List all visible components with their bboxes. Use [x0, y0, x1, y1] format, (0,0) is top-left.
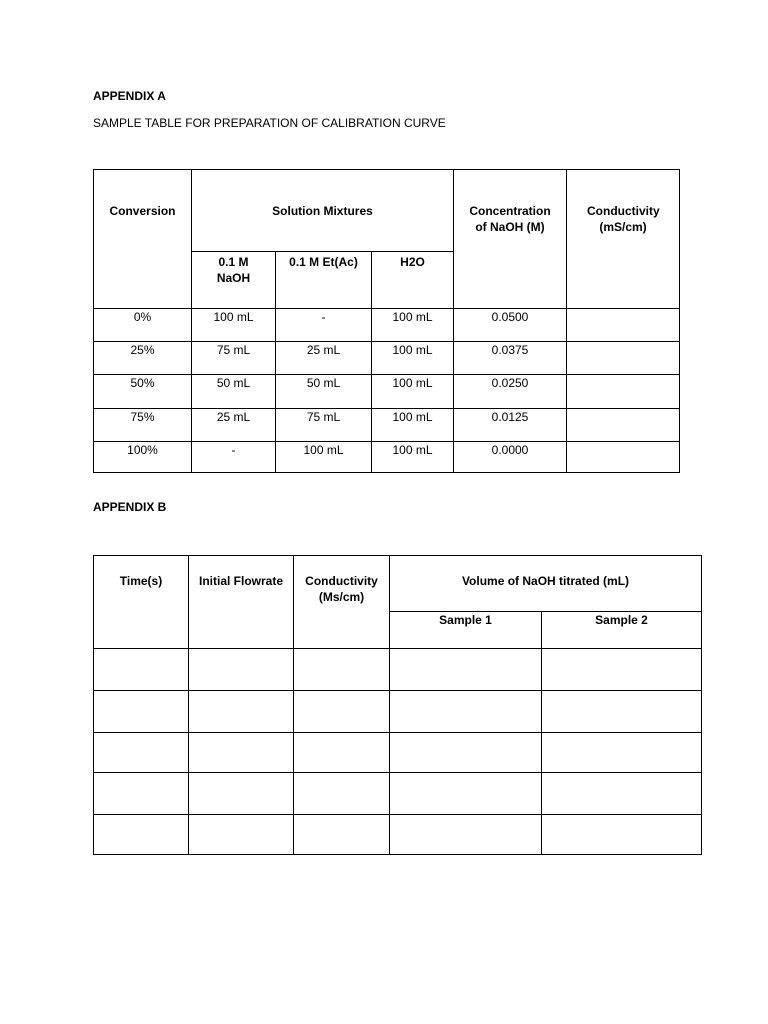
table-cell[interactable] — [94, 733, 189, 773]
table-cell: 75% — [94, 409, 192, 442]
table-row — [94, 409, 680, 442]
calibration-table — [93, 169, 680, 473]
table-cell: 100 mL — [276, 442, 372, 473]
table-cell[interactable] — [542, 691, 702, 733]
table-cell: 75 mL — [276, 409, 372, 442]
table-cell: 50 mL — [192, 375, 276, 409]
table-cell — [567, 342, 680, 375]
table-cell — [567, 409, 680, 442]
table-cell: 0.0500 — [454, 309, 567, 342]
header-sample-1: Sample 1 — [390, 612, 542, 649]
table-cell[interactable] — [94, 773, 189, 815]
table-cell — [567, 309, 680, 342]
table-cell[interactable] — [294, 815, 390, 855]
table-row — [94, 815, 702, 855]
table-cell: 50% — [94, 375, 192, 409]
table-cell[interactable] — [294, 691, 390, 733]
table-cell: 0.0125 — [454, 409, 567, 442]
table-cell — [567, 375, 680, 409]
table-row — [94, 773, 702, 815]
table-row — [94, 442, 680, 473]
table-cell: 100 mL — [372, 442, 454, 473]
titration-table — [93, 555, 702, 855]
table-cell[interactable] — [294, 733, 390, 773]
table-cell: 100 mL — [192, 309, 276, 342]
header-solution-mixtures: Solution Mixtures — [192, 170, 454, 252]
table-cell: - — [192, 442, 276, 473]
table-cell: 0% — [94, 309, 192, 342]
table-cell: 0.0000 — [454, 442, 567, 473]
header-time: Time(s) — [94, 556, 189, 649]
header-initial-flowrate: Initial Flowrate — [189, 556, 294, 649]
table-row — [94, 691, 702, 733]
table-cell[interactable] — [390, 773, 542, 815]
table-cell[interactable] — [390, 691, 542, 733]
table-cell[interactable] — [294, 649, 390, 691]
table-cell[interactable] — [94, 691, 189, 733]
table-cell: - — [276, 309, 372, 342]
table-cell[interactable] — [542, 815, 702, 855]
header-volume-naoh: Volume of NaOH titrated (mL) — [390, 556, 702, 612]
table-cell: 50 mL — [276, 375, 372, 409]
table-cell[interactable] — [390, 733, 542, 773]
appendix-a-heading: APPENDIX A — [93, 89, 166, 103]
table-cell: 0.0250 — [454, 375, 567, 409]
table-cell: 0.0375 — [454, 342, 567, 375]
header-conductivity: Conductivity (mS/cm) — [567, 170, 680, 309]
header-sample-2: Sample 2 — [542, 612, 702, 649]
table-cell: 25 mL — [276, 342, 372, 375]
table-cell: 25% — [94, 342, 192, 375]
table-cell: 25 mL — [192, 409, 276, 442]
appendix-b-heading: APPENDIX B — [93, 500, 167, 514]
table-cell[interactable] — [189, 649, 294, 691]
table-row — [94, 342, 680, 375]
table-cell: 100 mL — [372, 375, 454, 409]
table-cell[interactable] — [94, 815, 189, 855]
header-conductivity-b: Conductivity (Ms/cm) — [294, 556, 390, 649]
table-cell[interactable] — [189, 773, 294, 815]
table-row — [94, 733, 702, 773]
table-cell[interactable] — [189, 733, 294, 773]
header-h2o: H2O — [372, 252, 454, 309]
table-cell[interactable] — [542, 773, 702, 815]
table-row — [94, 375, 680, 409]
table-cell: 100 mL — [372, 409, 454, 442]
table-cell[interactable] — [390, 649, 542, 691]
table-row — [94, 649, 702, 691]
table-cell[interactable] — [390, 815, 542, 855]
header-conversion: Conversion — [94, 170, 192, 309]
header-naoh: 0.1 M NaOH — [192, 252, 276, 309]
header-etac: 0.1 M Et(Ac) — [276, 252, 372, 309]
table-cell: 100% — [94, 442, 192, 473]
table-cell[interactable] — [189, 815, 294, 855]
table-cell: 100 mL — [372, 342, 454, 375]
table-cell — [567, 442, 680, 473]
table-cell[interactable] — [94, 649, 189, 691]
table-cell: 100 mL — [372, 309, 454, 342]
table-cell[interactable] — [542, 649, 702, 691]
header-concentration: Concentration of NaOH (M) — [454, 170, 567, 309]
table-cell[interactable] — [294, 773, 390, 815]
table-cell: 75 mL — [192, 342, 276, 375]
table-cell[interactable] — [542, 733, 702, 773]
appendix-a-subtitle: SAMPLE TABLE FOR PREPARATION OF CALIBRATION CURVE — [93, 116, 446, 130]
table-row — [94, 309, 680, 342]
table-cell[interactable] — [189, 691, 294, 733]
